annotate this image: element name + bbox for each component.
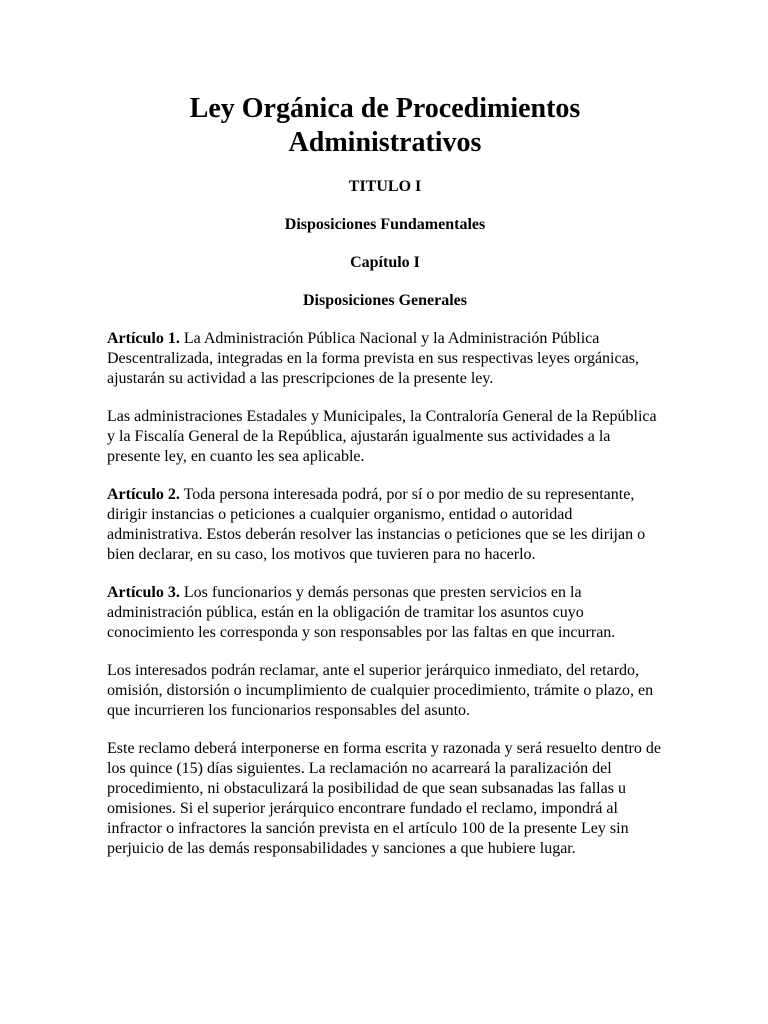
article-label: Artículo 3. <box>107 584 180 601</box>
paragraph-text: Los funcionarios y demás personas que presten servicios en la administración pública, están en la obligación de tramitar los asuntos cuyo conocimiento les corresponda y son responsables por las faltas en que incurran. <box>107 584 616 641</box>
paragraph-text: Las administraciones Estadales y Municipales, la Contraloría General de la República y la Fiscalía General de la República, ajustarán igualmente sus actividades a la presente ley, en cuanto les sea aplicable. <box>107 408 657 465</box>
paragraph-articulo-3 <box>107 583 663 643</box>
paragraph-text: Los interesados podrán reclamar, ante el superior jerárquico inmediato, del retardo, omisión, distorsión o incumplimiento de cualquier procedimiento, trámite o plazo, en que incurrieren los funcionarios responsables del asunto. <box>107 662 654 719</box>
document-title <box>107 92 663 160</box>
paragraph-articulo-1-cont <box>107 407 663 467</box>
document-title-line2: Administrativos <box>288 127 482 158</box>
paragraph-articulo-2 <box>107 485 663 565</box>
titulo-subtitle: Disposiciones Fundamentales <box>284 216 486 233</box>
document-page <box>107 92 663 877</box>
paragraph-text: Toda persona interesada podrá, por sí o por medio de su representante, dirigir instancias o peticiones a cualquier organismo, entidad o autoridad administrativa. Estos deberán resolver las instancias o peticiones que se les dirijan o bien declarar, en su caso, los motivos que tuvieren para no hacerlo. <box>107 486 646 563</box>
capitulo-heading: Capítulo I <box>350 254 420 271</box>
article-label: Artículo 2. <box>107 486 180 503</box>
document-title-line1: Ley Orgánica de Procedimientos <box>189 93 581 124</box>
paragraph-text: La Administración Pública Nacional y la Administración Pública Descentralizada, integradas en la forma prevista en sus respectivas leyes orgánicas, ajustarán su actividad a las prescripciones de la presente ley. <box>107 330 639 387</box>
article-label: Artículo 1. <box>107 330 180 347</box>
paragraph-articulo-3-cont <box>107 661 663 721</box>
paragraph-articulo-3-reclamo <box>107 739 663 859</box>
paragraph-articulo-1 <box>107 329 663 389</box>
titulo-heading: TITULO I <box>348 178 422 195</box>
paragraph-text: Este reclamo deberá interponerse en forma escrita y razonada y será resuelto dentro de los quince (15) días siguientes. La reclamación no acarreará la paralización del procedimiento, ni obstaculizará la posibilidad de que sean subsanadas las fallas u omisiones. Si el superior jerárquico encontrare fundado el reclamo, impondrá al infractor o infractores la sanción prevista en el artículo 100 de la presente Ley sin perjuicio de las demás responsabilidades y sanciones a que hubiere lugar. <box>107 740 661 857</box>
capitulo-subtitle: Disposiciones Generales <box>303 292 467 309</box>
